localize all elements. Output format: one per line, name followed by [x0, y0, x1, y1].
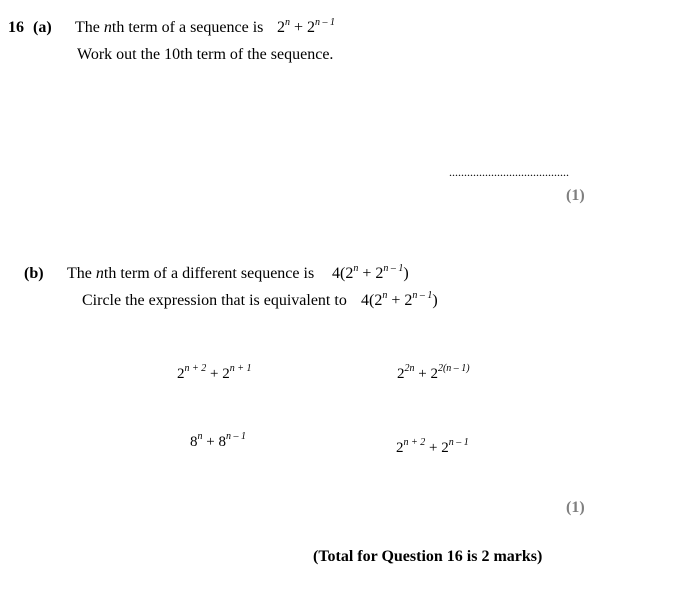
part-a-intro: The — [75, 19, 104, 36]
option-exponent: n + 2 — [184, 363, 207, 374]
part-a-label: (a) — [33, 19, 52, 36]
marks-b: (1) — [566, 499, 585, 516]
option-base: 2 — [441, 440, 449, 456]
expr-part: ) — [403, 265, 409, 282]
expr-part: 4(2 — [332, 265, 354, 282]
part-b-nth: n — [95, 265, 104, 282]
option-exponent: n — [197, 431, 203, 442]
question-number: 16 — [8, 19, 24, 36]
part-b-expression-2 — [361, 292, 438, 310]
option-base: 8 — [218, 434, 226, 450]
option-base: 2 — [430, 366, 438, 382]
part-a-prompt — [75, 19, 263, 37]
part-b-label: (b) — [24, 265, 44, 282]
option-operator: + — [206, 366, 223, 382]
option-operator: + — [414, 366, 431, 382]
option-1[interactable] — [177, 363, 252, 383]
option-exponent: 2(n – 1) — [437, 363, 470, 374]
option-4[interactable] — [396, 437, 469, 457]
option-base: 2 — [396, 440, 404, 456]
expr-exponent: n – 1 — [383, 263, 404, 274]
option-2[interactable] — [397, 363, 470, 383]
expr-base: 2 — [307, 19, 316, 36]
part-a-instruction: Work out the 10th term of the sequence. — [77, 46, 334, 63]
part-b-expression-1 — [332, 265, 409, 283]
option-base: 8 — [190, 434, 198, 450]
option-3[interactable] — [190, 431, 246, 451]
expr-part: 4(2 — [361, 292, 383, 309]
expr-plus: + — [290, 19, 308, 36]
part-b-intro: The — [67, 265, 96, 282]
option-base: 2 — [177, 366, 185, 382]
option-exponent: n – 1 — [225, 431, 246, 442]
answer-line-a[interactable]: ........................................ — [449, 165, 569, 179]
option-base: 2 — [222, 366, 230, 382]
part-a-nth: n — [103, 19, 112, 36]
total-marks: (Total for Question 16 is 2 marks) — [313, 548, 543, 565]
expr-exponent: n – 1 — [315, 17, 336, 28]
expr-part: + 2 — [358, 265, 384, 282]
expr-exponent: n — [285, 17, 290, 28]
expr-base: 2 — [277, 19, 285, 36]
expr-part: ) — [432, 292, 438, 309]
part-b-intro-rest: th term of a different sequence is — [103, 265, 315, 282]
marks-a: (1) — [566, 187, 585, 204]
option-exponent: 2n — [404, 363, 415, 374]
part-b-prompt — [67, 265, 314, 283]
expr-exponent: n – 1 — [412, 290, 433, 301]
option-operator: + — [202, 434, 219, 450]
expr-part: + 2 — [387, 292, 413, 309]
expr-exponent: n — [382, 290, 388, 301]
part-b-instruction: Circle the expression that is equivalent to — [82, 292, 347, 309]
option-exponent: n – 1 — [448, 437, 469, 448]
option-operator: + — [425, 440, 442, 456]
option-exponent: n + 1 — [229, 363, 252, 374]
option-base: 2 — [397, 366, 405, 382]
part-a-expression — [277, 19, 335, 37]
option-exponent: n + 2 — [403, 437, 426, 448]
expr-exponent: n — [353, 263, 359, 274]
part-a-intro-rest: th term of a sequence is — [111, 19, 264, 36]
